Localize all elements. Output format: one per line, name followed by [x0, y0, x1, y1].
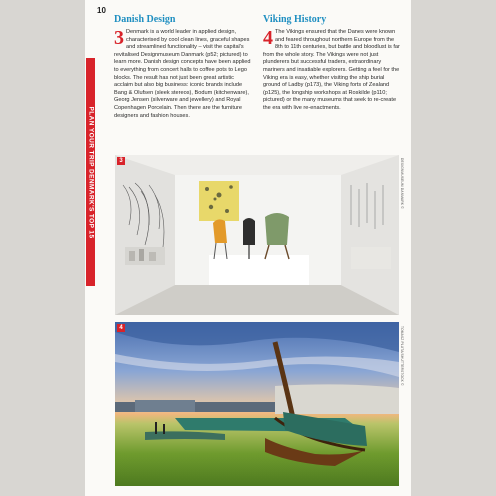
photo-badge-3: 3	[117, 157, 125, 165]
viking-ship-illustration	[115, 322, 399, 486]
section-body	[114, 29, 252, 120]
section-body-text: Denmark is a world leader in applied design, characterised by cool clean lines, graceful shapes and streamlined functionality – visit the capital's revitalised Designmuseum Danmark (p52; pictured) to learn more. Danish design concepts have been applied to everything from concert halls to coffee pots to Lego blocks. The result has not just been great artistic acclaim but also big business: iconic brands include Bang & Olufsen (sleek stereos), Bodum (kitchenware), Georg Jensen (silverware and jewellery) and Royal Copenhagen Porcelain. Then there are the furniture designers and fashion houses.	[114, 29, 251, 119]
section-number: 3	[114, 27, 124, 49]
design-museum-illustration	[115, 155, 399, 315]
photo-badge-4: 4	[117, 324, 125, 332]
photo-credit-4: TOMASZ PLUTA/SHUTTERSTOCK ©	[400, 326, 404, 386]
photo-credit-3: DESIGNMUSEUM DANMARK ©	[400, 158, 404, 209]
section-title: Danish Design	[114, 14, 176, 25]
side-tab-label: PLAN YOUR TRIP DENMARK'S TOP 15	[87, 106, 94, 238]
section-body-text: The Vikings ensured that the Danes were known and feared throughout northern Europe from the 8th to 11th centuries, but battle and bloodlust is far from the whole story. The Vikings were not just plunderers but successful traders, extraordinary mariners and insatiable explorers. Getting a feel for the Viking era is easy, whether visiting the ship burial ground of Ladby (p173), the Viking forts of Zealand (p125), the longship workshops at Roskilde (p110; pictured) or the many museums that seek to re-create the era with live re-enactments.	[263, 29, 400, 111]
page-number: 10	[97, 6, 106, 15]
side-tab	[86, 58, 95, 286]
section-body	[263, 29, 401, 113]
section-viking-history	[263, 14, 401, 113]
viking-ship-photo	[115, 322, 399, 486]
design-museum-photo	[115, 155, 399, 315]
section-number: 4	[263, 27, 273, 49]
section-title: Viking History	[263, 14, 327, 25]
section-danish-design	[114, 14, 252, 120]
